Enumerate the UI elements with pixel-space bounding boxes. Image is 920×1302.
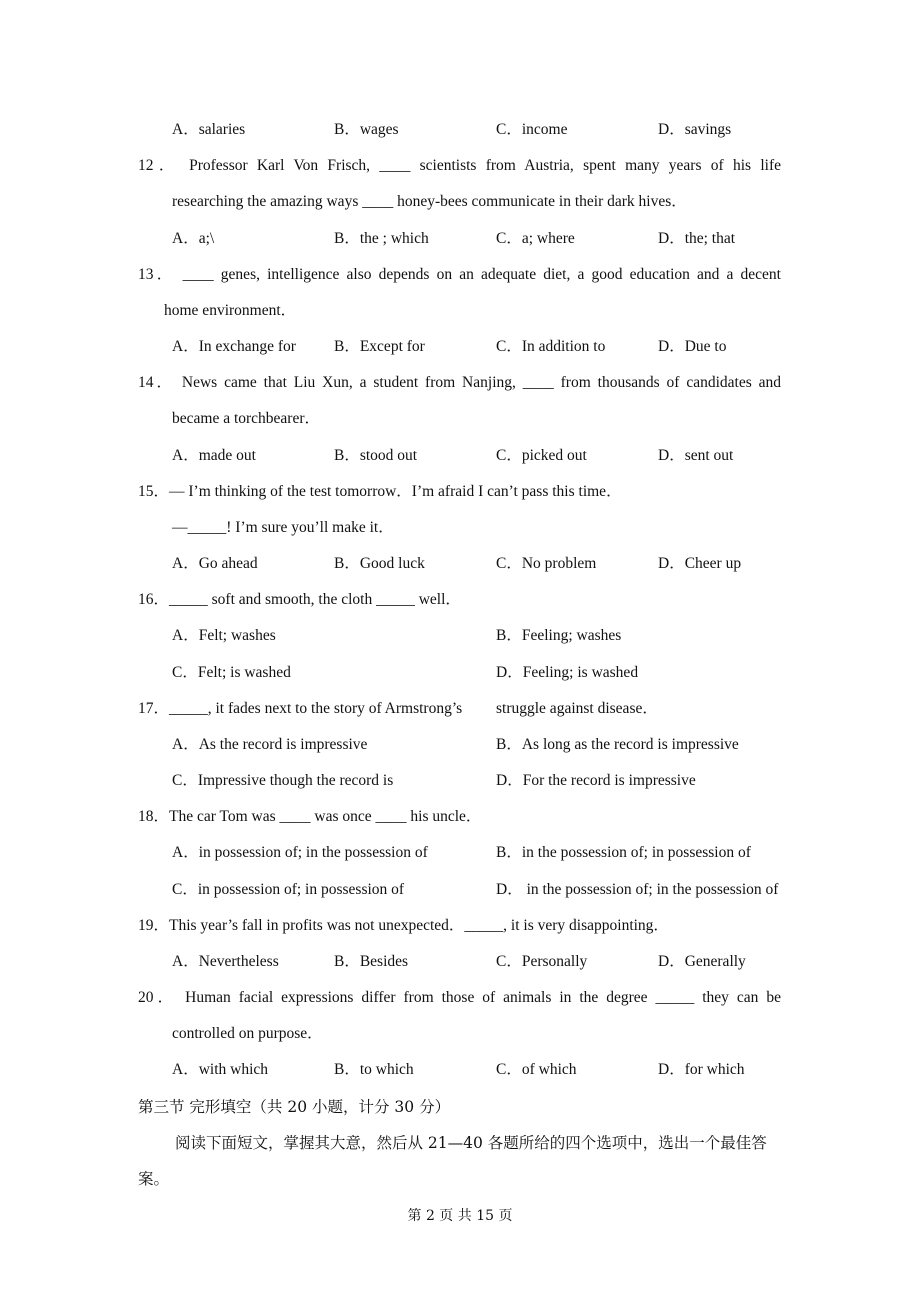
q16-option-d: D．Feeling; is washed — [496, 664, 639, 681]
q11-option-a: A．salaries — [172, 121, 246, 138]
q14-option-b: B．stood out — [334, 447, 418, 464]
q14-option-c: C．picked out — [496, 447, 587, 464]
q12-stem-line1: 12． Professor Karl Von Frisch, ____ scientists from Austria, spent many years of his life — [138, 157, 781, 174]
section-heading: 第三节 完形填空（共 20 小题，计分 30 分） — [138, 1098, 451, 1116]
q12-option-d: D．the; that — [658, 230, 736, 247]
q20-stem-line2: controlled on purpose． — [172, 1025, 323, 1042]
q13-option-c: C．In addition to — [496, 338, 606, 355]
q19-option-a: A．Nevertheless — [172, 953, 279, 970]
q19-stem-line1: 19．This year’s fall in profits was not unexpected．_____, it is very disappointing． — [138, 917, 669, 934]
q12-option-a: A．a;\ — [172, 230, 215, 247]
q19-option-c: C．Personally — [496, 953, 588, 970]
q11-option-b: B．wages — [334, 121, 399, 138]
q15-stem-line2: —_____! I’m sure you’ll make it． — [172, 519, 394, 536]
q14-option-a: A．made out — [172, 447, 256, 464]
q13-stem-line1: 13． ____ genes, intelligence also depends on an adequate diet, a good education and a decent — [138, 266, 781, 283]
q15-stem-line1: 15．— I’m thinking of the test tomorrow．I’m afraid I can’t pass this time． — [138, 483, 622, 500]
q13-option-b: B．Except for — [334, 338, 425, 355]
q16-option-a: A．Felt; washes — [172, 627, 276, 644]
q17-option-d: D．For the record is impressive — [496, 772, 696, 789]
q17-option-c: C．Impressive though the record is — [172, 772, 394, 789]
q17-stem-part2: struggle against disease． — [496, 700, 658, 717]
q14-option-d: D．sent out — [658, 447, 734, 464]
q20-option-b: B．to which — [334, 1061, 414, 1078]
q20-option-a: A．with which — [172, 1061, 269, 1078]
q16-option-b: B．Feeling; washes — [496, 627, 622, 644]
q18-option-d: D． in the possession of; in the possession of — [496, 881, 779, 898]
q15-option-d: D．Cheer up — [658, 555, 742, 572]
q16-stem-line1: 16．_____ soft and smooth, the cloth _____ well． — [138, 591, 461, 608]
q11-option-d: D．savings — [658, 121, 732, 138]
q18-option-b: B．in the possession of; in possession of — [496, 844, 751, 861]
q17-option-a: A．As the record is impressive — [172, 736, 368, 753]
q18-option-a: A．in possession of; in the possession of — [172, 844, 428, 861]
q14-stem-line1: 14． News came that Liu Xun, a student from Nanjing, ____ from thousands of candidates and — [138, 374, 781, 391]
q12-stem-line2: researching the amazing ways ____ honey-bees communicate in their dark hives． — [172, 193, 687, 210]
q14-stem-line2: became a torchbearer． — [172, 410, 321, 427]
q19-option-d: D．Generally — [658, 953, 746, 970]
q20-option-d: D．for which — [658, 1061, 745, 1078]
section-instruction-line1: 阅读下面短文，掌握其大意，然后从 21—40 各题所给的四个选项中，选出一个最佳答 — [175, 1134, 767, 1152]
q17-stem-part1: 17．_____, it fades next to the story of Armstrong’s — [138, 700, 463, 717]
q13-stem-line2: home environment． — [164, 302, 297, 319]
q15-option-a: A．Go ahead — [172, 555, 258, 572]
q12-option-b: B．the ; which — [334, 230, 429, 247]
q19-option-b: B．Besides — [334, 953, 409, 970]
q13-option-a: A．In exchange for — [172, 338, 296, 355]
q20-stem-line1: 20． Human facial expressions differ from those of animals in the degree _____ they can be — [138, 989, 781, 1006]
q12-option-c: C．a; where — [496, 230, 575, 247]
q16-option-c: C．Felt; is washed — [172, 664, 291, 681]
q15-option-c: C．No problem — [496, 555, 597, 572]
q17-option-b: B．As long as the record is impressive — [496, 736, 739, 753]
section-instruction-line2: 案。 — [138, 1170, 170, 1188]
q11-option-c: C．income — [496, 121, 568, 138]
q15-option-b: B．Good luck — [334, 555, 425, 572]
page-footer: 第 2 页 共 15 页 — [407, 1208, 513, 1224]
q18-stem-line1: 18．The car Tom was ____ was once ____ his uncle． — [138, 808, 482, 825]
q18-option-c: C．in possession of; in possession of — [172, 881, 405, 898]
q13-option-d: D．Due to — [658, 338, 727, 355]
q20-option-c: C．of which — [496, 1061, 577, 1078]
